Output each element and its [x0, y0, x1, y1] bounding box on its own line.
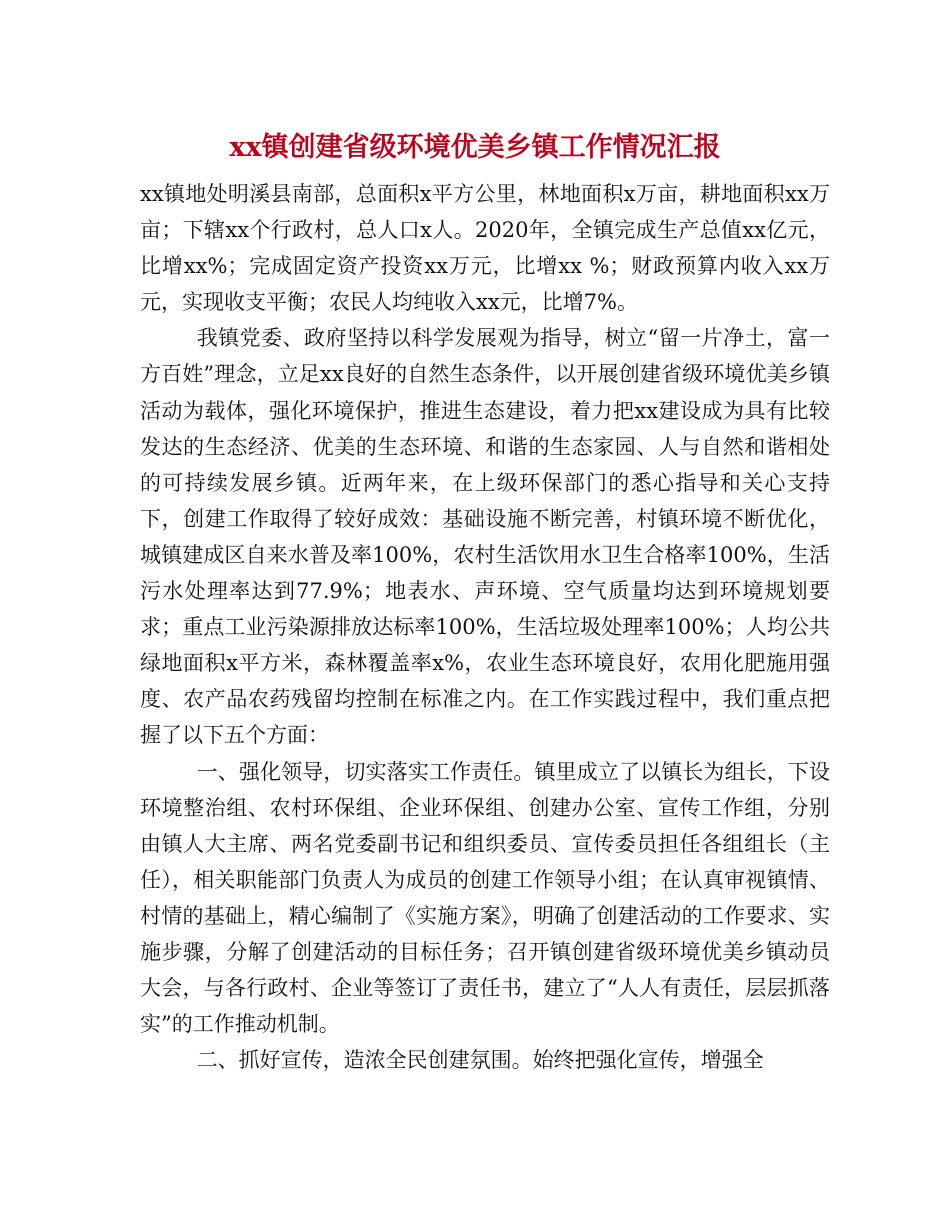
document-body: [140, 176, 830, 1078]
paragraph-intro: xx镇地处明溪县南部，总面积x平方公里，林地面积x万亩，耕地面积xx万亩；下辖xx个行政村，总人口x人。2020年，全镇完成生产总值xx亿元，比增xx%；完成固定资产投资xx万元，比增xx %；财政预算内收入xx万元，实现收支平衡；农民人均纯收入xx元，比增7%。: [140, 182, 830, 315]
paragraph-overview: 我镇党委、政府坚持以科学发展观为指导，树立“留一片净土，富一方百姓”理念，立足xx良好的自然生态条件，以开展创建省级环境优美乡镇活动为载体，强化环境保护，推进生态建设，着力把xx建设成为具有比较发达的生态经济、优美的生态环境、和谐的生态家园、人与自然和谐相处的可持续发展乡镇。近两年来，在上级环保部门的悉心指导和关心支持下，创建工作取得了较好成效：基础设施不断完善，村镇环境不断优化，城镇建成区自来水普及率100%，农村生活饮用水卫生合格率100%，生活污水处理率达到77.9%；地表水、声环境、空气质量均达到环境规划要求；重点工业污染源排放达标率100%，生活垃圾处理率100%；人均公共绿地面积x平方米，森林覆盖率x%，农业生态环境良好，农用化肥施用强度、农产品农药残留均控制在标准之内。在工作实践过程中，我们重点把握了以下五个方面：: [140, 326, 830, 748]
paragraph-section-two: 二、抓好宣传，造浓全民创建氛围。始终把强化宣传，增强全: [196, 1048, 764, 1073]
document-title: xx镇创建省级环境优美乡镇工作情况汇报: [229, 132, 721, 163]
paragraph-section-one: 一、强化领导，切实落实工作责任。镇里成立了以镇长为组长，下设环境整治组、农村环保组、企业环保组、创建办公室、宣传工作组，分别由镇人大主席、两名党委副书记和组织委员、宣传委员担任各组组长（主任），相关职能部门负责人为成员的创建工作领导小组；在认真审视镇情、村情的基础上，精心编制了《实施方案》，明确了创建活动的工作要求、实施步骤，分解了创建活动的目标任务；召开镇创建省级环境优美乡镇动员大会，与各行政村、企业等签订了责任书，建立了“人人有责任，层层抓落实”的工作推动机制。: [140, 759, 830, 1037]
